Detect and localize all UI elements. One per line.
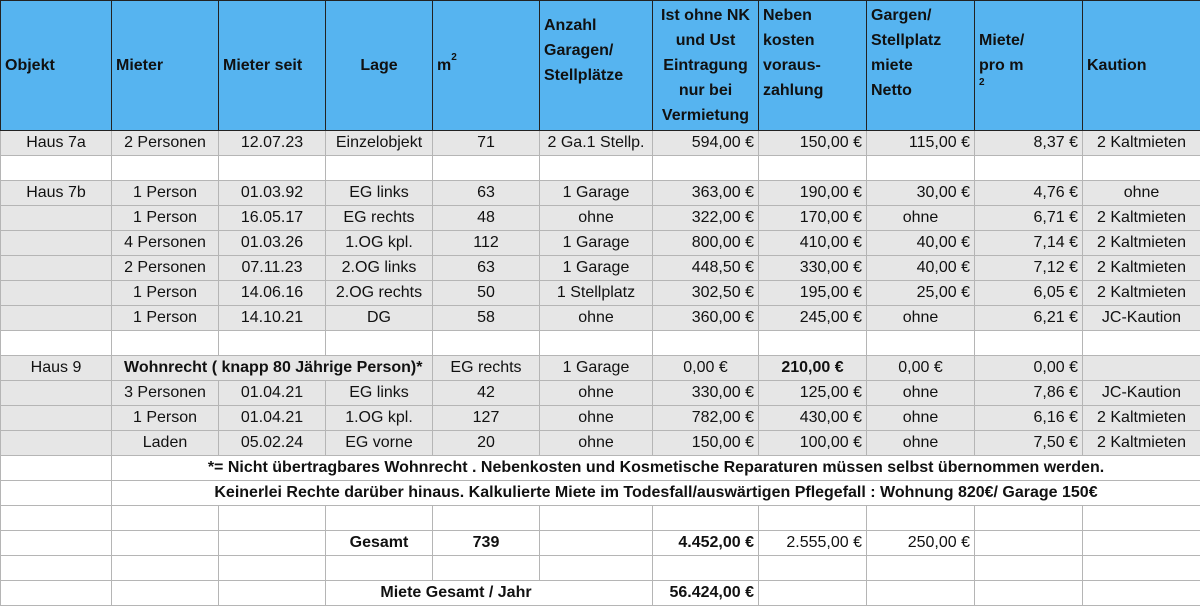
table-row (1, 306, 1200, 331)
cell-garagen[interactable]: ohne (540, 306, 653, 331)
table-row (1, 381, 1200, 406)
cell-garagen[interactable]: 1 Garage (540, 181, 653, 206)
cell-garagenmiete[interactable]: 0,00 € (867, 356, 975, 381)
empty-cell[interactable] (1, 506, 112, 531)
empty-row (1, 556, 1200, 581)
cell-objekt[interactable] (1, 381, 112, 406)
empty-cell[interactable] (433, 506, 540, 531)
cell-m2[interactable]: 48 (433, 206, 540, 231)
cell-garagen[interactable]: 2 Ga.1 Stellp. (540, 131, 653, 156)
cell-lage[interactable]: Einzelobjekt (326, 131, 433, 156)
cell-mieter-seit[interactable]: 01.03.26 (219, 231, 326, 256)
empty-cell[interactable] (540, 531, 653, 556)
cell-mieter-seit[interactable]: 16.05.17 (219, 206, 326, 231)
empty-cell[interactable] (975, 331, 1083, 356)
cell-ist[interactable]: 360,00 € (653, 306, 759, 331)
cell-nebenkosten[interactable]: 210,00 € (759, 356, 867, 381)
cell-miete-pro-m2[interactable]: 6,71 € (975, 206, 1083, 231)
empty-cell[interactable] (1, 556, 112, 581)
empty-cell[interactable] (867, 331, 975, 356)
empty-cell[interactable] (1, 481, 112, 506)
table-row (1, 406, 1200, 431)
cell-m2[interactable]: 112 (433, 231, 540, 256)
empty-cell[interactable] (759, 556, 867, 581)
cell-kaution[interactable]: 2 Kaltmieten (1083, 131, 1200, 156)
cell-mieter[interactable]: 2 Personen (112, 256, 219, 281)
cell-garagen[interactable]: ohne (540, 381, 653, 406)
cell-lage[interactable]: EG links (326, 381, 433, 406)
cell-ist[interactable]: 322,00 € (653, 206, 759, 231)
total-garagenmiete[interactable]: 250,00 € (867, 531, 975, 556)
empty-cell[interactable] (112, 331, 219, 356)
cell-garagenmiete[interactable]: 40,00 € (867, 231, 975, 256)
empty-cell[interactable] (1, 331, 112, 356)
cell-mieter[interactable]: 1 Person (112, 281, 219, 306)
col-header-lage[interactable]: Lage (326, 1, 433, 131)
cell-lage[interactable]: 1.OG kpl. (326, 231, 433, 256)
col-header-miete-pro-m2[interactable]: Miete/ pro m $^2$ (975, 1, 1083, 131)
col-header-mieter[interactable]: Mieter (112, 1, 219, 131)
cell-ist[interactable]: 448,50 € (653, 256, 759, 281)
cell-objekt[interactable]: Haus 9 (1, 356, 112, 381)
note-row (1, 481, 1200, 506)
cell-ist[interactable]: 150,00 € (653, 431, 759, 456)
cell-m2[interactable]: 71 (433, 131, 540, 156)
cell-garagenmiete[interactable]: ohne (867, 431, 975, 456)
cell-garagenmiete[interactable]: 40,00 € (867, 256, 975, 281)
empty-cell[interactable] (219, 506, 326, 531)
cell-miete-pro-m2[interactable]: 7,12 € (975, 256, 1083, 281)
cell-nebenkosten[interactable]: 330,00 € (759, 256, 867, 281)
cell-mieter[interactable]: 1 Person (112, 206, 219, 231)
empty-cell[interactable] (867, 556, 975, 581)
empty-cell[interactable] (326, 331, 433, 356)
cell-miete-pro-m2[interactable]: 7,14 € (975, 231, 1083, 256)
cell-miete-pro-m2[interactable]: 6,21 € (975, 306, 1083, 331)
empty-cell[interactable] (867, 506, 975, 531)
cell-kaution[interactable]: JC-Kaution (1083, 381, 1200, 406)
cell-garagenmiete[interactable]: ohne (867, 306, 975, 331)
total-m2[interactable]: 739 (433, 531, 540, 556)
col-header-garagenmiete[interactable]: Gargen/ Stellplatz miete Netto (867, 1, 975, 131)
empty-cell[interactable] (112, 556, 219, 581)
empty-cell[interactable] (759, 331, 867, 356)
empty-cell[interactable] (1, 456, 112, 481)
annual-total-value[interactable]: 56.424,00 € (653, 581, 759, 606)
cell-garagen[interactable]: ohne (540, 431, 653, 456)
empty-cell[interactable] (653, 506, 759, 531)
col-header-nebenkosten[interactable]: Neben kosten voraus- zahlung (759, 1, 867, 131)
cell-garagenmiete[interactable]: 30,00 € (867, 181, 975, 206)
cell-lage[interactable]: DG (326, 306, 433, 331)
table-row (1, 256, 1200, 281)
col-header-anzahl[interactable]: Anzahl Garagen/ Stellplätze (540, 1, 653, 131)
totals-row (1, 531, 1200, 556)
empty-cell[interactable] (326, 506, 433, 531)
empty-cell[interactable] (867, 581, 975, 606)
cell-ist[interactable]: 782,00 € (653, 406, 759, 431)
note-text: *= Nicht übertragbares Wohnrecht . Nebenkosten und Kosmetische Reparaturen müssen selbst übernommen werden. (112, 456, 1200, 481)
empty-cell[interactable] (112, 156, 219, 181)
cell-kaution[interactable]: 2 Kaltmieten (1083, 206, 1200, 231)
table-row (1, 181, 1200, 206)
cell-objekt[interactable] (1, 256, 112, 281)
empty-cell[interactable] (1, 156, 112, 181)
empty-cell[interactable] (653, 556, 759, 581)
cell-ist[interactable]: 800,00 € (653, 231, 759, 256)
cell-mieter[interactable]: 1 Person (112, 181, 219, 206)
cell-lage[interactable]: 1.OG kpl. (326, 406, 433, 431)
cell-garagen[interactable]: ohne (540, 406, 653, 431)
empty-cell[interactable] (112, 506, 219, 531)
annual-total-label[interactable]: Miete Gesamt / Jahr (326, 581, 653, 606)
cell-nebenkosten[interactable]: 170,00 € (759, 206, 867, 231)
cell-kaution[interactable] (1083, 356, 1200, 381)
cell-objekt[interactable] (1, 306, 112, 331)
cell-m2[interactable]: 127 (433, 406, 540, 431)
empty-cell[interactable] (653, 156, 759, 181)
empty-cell[interactable] (540, 331, 653, 356)
table-row (1, 281, 1200, 306)
empty-row (1, 156, 1200, 181)
empty-cell[interactable] (326, 156, 433, 181)
cell-garagenmiete[interactable]: 25,00 € (867, 281, 975, 306)
empty-cell[interactable] (1, 531, 112, 556)
cell-mieter[interactable]: 4 Personen (112, 231, 219, 256)
cell-kaution[interactable]: 2 Kaltmieten (1083, 406, 1200, 431)
cell-mieter[interactable]: 3 Personen (112, 381, 219, 406)
cell-m2[interactable]: 63 (433, 256, 540, 281)
cell-m2[interactable]: 63 (433, 181, 540, 206)
cell-lage[interactable]: 2.OG links (326, 256, 433, 281)
empty-cell[interactable] (975, 506, 1083, 531)
cell-kaution[interactable]: 2 Kaltmieten (1083, 231, 1200, 256)
cell-m2[interactable]: 58 (433, 306, 540, 331)
cell-objekt[interactable] (1, 231, 112, 256)
annual-total-row (1, 581, 1200, 606)
empty-cell[interactable] (112, 531, 219, 556)
cell-ist[interactable]: 330,00 € (653, 381, 759, 406)
table-body (1, 131, 1200, 606)
cell-miete-pro-m2[interactable]: 7,50 € (975, 431, 1083, 456)
empty-row (1, 506, 1200, 531)
cell-kaution[interactable]: ohne (1083, 181, 1200, 206)
note-text: Keinerlei Rechte darüber hinaus. Kalkulierte Miete im Todesfall/auswärtigen Pflegefall : Wohnung 820€/ Garage 150€ (112, 481, 1200, 506)
cell-nebenkosten[interactable]: 195,00 € (759, 281, 867, 306)
empty-cell[interactable] (540, 156, 653, 181)
cell-kaution[interactable]: 2 Kaltmieten (1083, 256, 1200, 281)
cell-garagen[interactable]: 1 Garage (540, 356, 653, 381)
cell-m2[interactable]: 42 (433, 381, 540, 406)
col-header-kaution[interactable]: Kaution (1083, 1, 1200, 131)
total-nebenkosten[interactable]: 2.555,00 € (759, 531, 867, 556)
cell-mieter-seit[interactable]: 01.04.21 (219, 406, 326, 431)
empty-cell[interactable] (1083, 581, 1200, 606)
empty-cell[interactable] (1083, 506, 1200, 531)
table-row (1, 231, 1200, 256)
cell-miete-pro-m2[interactable]: 6,16 € (975, 406, 1083, 431)
empty-cell[interactable] (219, 331, 326, 356)
empty-cell[interactable] (1, 581, 112, 606)
empty-cell[interactable] (433, 556, 540, 581)
empty-cell[interactable] (326, 556, 433, 581)
cell-garagen[interactable]: 1 Stellplatz (540, 281, 653, 306)
empty-cell[interactable] (975, 581, 1083, 606)
cell-objekt[interactable] (1, 281, 112, 306)
total-ist[interactable]: 4.452,00 € (653, 531, 759, 556)
cell-kaution[interactable]: JC-Kaution (1083, 306, 1200, 331)
empty-cell[interactable] (540, 506, 653, 531)
empty-cell[interactable] (975, 556, 1083, 581)
cell-mieter-seit[interactable]: 12.07.23 (219, 131, 326, 156)
empty-cell[interactable] (219, 556, 326, 581)
cell-lage[interactable]: EG links (326, 181, 433, 206)
empty-cell[interactable] (1083, 331, 1200, 356)
total-label[interactable]: Gesamt (326, 531, 433, 556)
cell-garagen[interactable]: 1 Garage (540, 231, 653, 256)
empty-cell[interactable] (1083, 556, 1200, 581)
cell-mieter-seit[interactable]: 07.11.23 (219, 256, 326, 281)
cell-garagen[interactable]: 1 Garage (540, 256, 653, 281)
cell-mieter-seit[interactable]: 01.03.92 (219, 181, 326, 206)
empty-cell[interactable] (759, 156, 867, 181)
empty-cell[interactable] (867, 156, 975, 181)
cell-mieter-seit[interactable]: 14.06.16 (219, 281, 326, 306)
table-row (1, 356, 1200, 381)
empty-cell[interactable] (219, 156, 326, 181)
cell-objekt[interactable] (1, 206, 112, 231)
cell-garagenmiete[interactable]: 115,00 € (867, 131, 975, 156)
cell-nebenkosten[interactable]: 410,00 € (759, 231, 867, 256)
cell-ist[interactable]: 0,00 € (653, 356, 759, 381)
empty-cell[interactable] (1083, 156, 1200, 181)
cell-nebenkosten[interactable]: 190,00 € (759, 181, 867, 206)
cell-garagen[interactable]: ohne (540, 206, 653, 231)
table-row (1, 206, 1200, 231)
cell-kaution[interactable]: 2 Kaltmieten (1083, 431, 1200, 456)
cell-ist[interactable]: 594,00 € (653, 131, 759, 156)
empty-cell[interactable] (975, 156, 1083, 181)
cell-m2[interactable]: 20 (433, 431, 540, 456)
note-row (1, 456, 1200, 481)
cell-mieter[interactable]: 1 Person (112, 406, 219, 431)
header-row (1, 1, 1200, 131)
cell-objekt[interactable] (1, 406, 112, 431)
cell-garagenmiete[interactable]: ohne (867, 381, 975, 406)
col-header-mieter-seit[interactable]: Mieter seit (219, 1, 326, 131)
cell-mieter[interactable]: 1 Person (112, 306, 219, 331)
cell-miete-pro-m2[interactable]: 4,76 € (975, 181, 1083, 206)
empty-cell[interactable] (112, 581, 219, 606)
cell-mieter-seit[interactable]: 14.10.21 (219, 306, 326, 331)
cell-objekt[interactable] (1, 431, 112, 456)
col-header-m2[interactable]: $m^2$ (433, 1, 540, 131)
cell-miete-pro-m2[interactable]: 0,00 € (975, 356, 1083, 381)
cell-miete-pro-m2[interactable]: 7,86 € (975, 381, 1083, 406)
col-header-ist[interactable]: Ist ohne NK und Ust Eintragung nur bei Vermietung (653, 1, 759, 131)
table-row (1, 131, 1200, 156)
empty-cell[interactable] (219, 581, 326, 606)
cell-nebenkosten[interactable]: 430,00 € (759, 406, 867, 431)
table-row (1, 431, 1200, 456)
cell-garagenmiete[interactable]: ohne (867, 406, 975, 431)
empty-cell[interactable] (759, 581, 867, 606)
empty-cell[interactable] (433, 331, 540, 356)
empty-cell[interactable] (653, 331, 759, 356)
empty-cell[interactable] (433, 156, 540, 181)
cell-wohnrecht[interactable]: Wohnrecht ( knapp 80 Jährige Person)* (112, 356, 433, 381)
cell-mieter[interactable]: 2 Personen (112, 131, 219, 156)
cell-garagenmiete[interactable]: ohne (867, 206, 975, 231)
empty-row (1, 331, 1200, 356)
cell-nebenkosten[interactable]: 125,00 € (759, 381, 867, 406)
empty-cell[interactable] (219, 531, 326, 556)
cell-m2[interactable]: 50 (433, 281, 540, 306)
col-header-objekt[interactable]: Objekt (1, 1, 112, 131)
cell-nebenkosten[interactable]: 150,00 € (759, 131, 867, 156)
cell-lage[interactable]: EG rechts (326, 206, 433, 231)
cell-mieter-seit[interactable]: 01.04.21 (219, 381, 326, 406)
cell-kaution[interactable]: 2 Kaltmieten (1083, 281, 1200, 306)
cell-mieter[interactable]: Laden (112, 431, 219, 456)
cell-miete-pro-m2[interactable]: 6,05 € (975, 281, 1083, 306)
cell-ist[interactable]: 363,00 € (653, 181, 759, 206)
empty-cell[interactable] (1083, 531, 1200, 556)
cell-ist[interactable]: 302,50 € (653, 281, 759, 306)
cell-objekt[interactable]: Haus 7a (1, 131, 112, 156)
cell-miete-pro-m2[interactable]: 8,37 € (975, 131, 1083, 156)
cell-nebenkosten[interactable]: 245,00 € (759, 306, 867, 331)
cell-nebenkosten[interactable]: 100,00 € (759, 431, 867, 456)
empty-cell[interactable] (759, 506, 867, 531)
cell-lage[interactable]: 2.OG rechts (326, 281, 433, 306)
empty-cell[interactable] (540, 556, 653, 581)
cell-objekt[interactable]: Haus 7b (1, 181, 112, 206)
cell-lage[interactable]: EG rechts (433, 356, 540, 381)
empty-cell[interactable] (975, 531, 1083, 556)
cell-lage[interactable]: EG vorne (326, 431, 433, 456)
cell-mieter-seit[interactable]: 05.02.24 (219, 431, 326, 456)
